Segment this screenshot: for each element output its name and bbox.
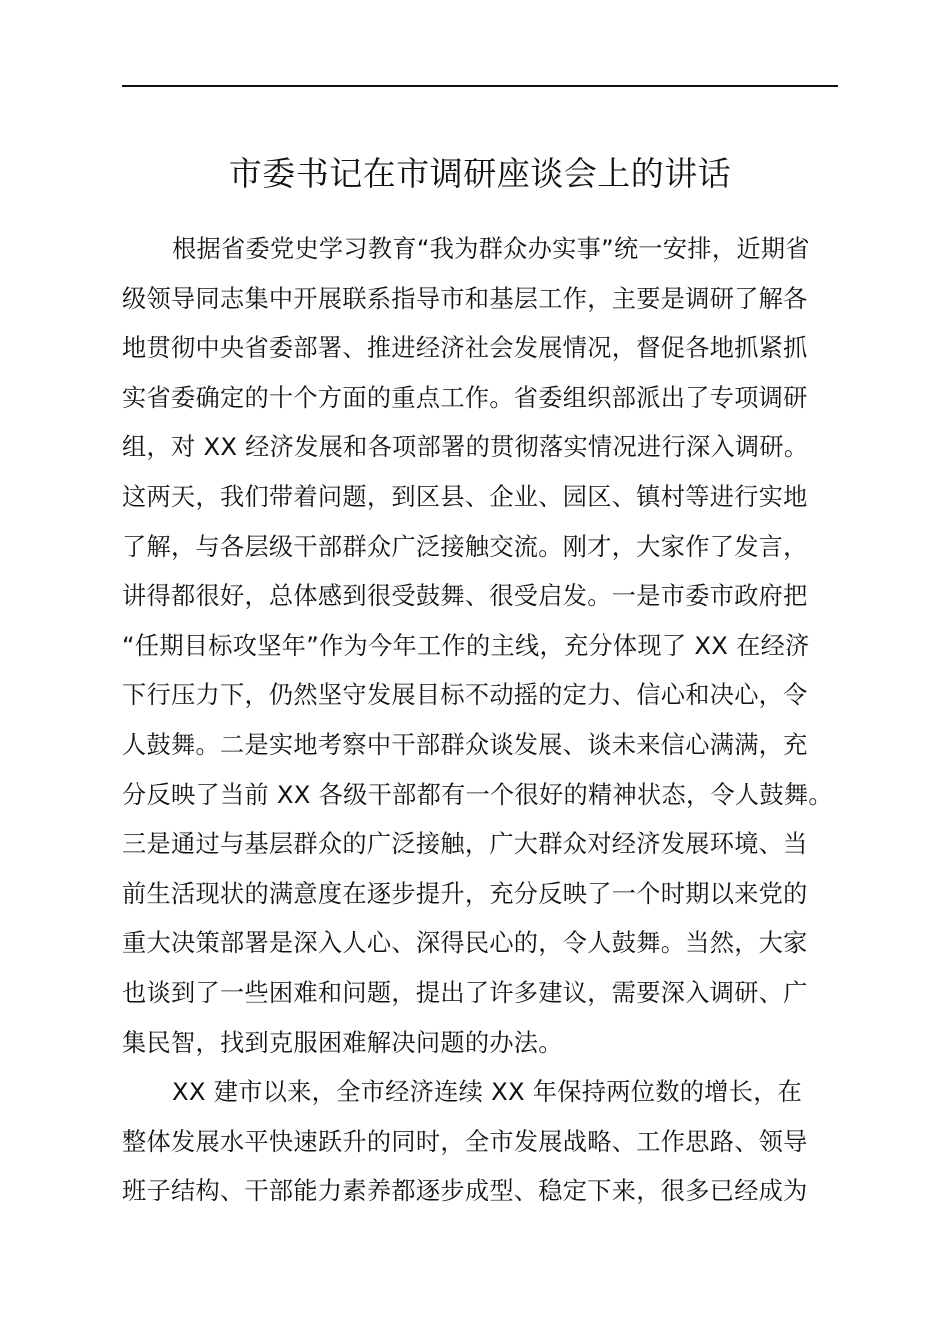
paragraph-line: 人鼓舞。二是实地考察中干部群众谈发展、谈未来信心满满，充 — [122, 730, 808, 759]
paragraph-line: 下行压力下，仍然坚守发展目标不动摇的定力、信心和决心，令 — [122, 681, 808, 710]
paragraph-line: 组，对 XX 经济发展和各项部署的贯彻落实情况进行深入调研。 — [122, 433, 809, 462]
paragraph-line: “任期目标攻坚年”作为今年工作的主线，充分体现了 XX 在经济 — [122, 631, 810, 660]
paragraph-line: 重大决策部署是深入人心、深得民心的，令人鼓舞。当然，大家 — [122, 929, 808, 958]
paragraph-2 — [122, 1068, 838, 1217]
page-title: 市委书记在市调研座谈会上的讲话 — [228, 154, 732, 193]
paragraph-line: 地贯彻中央省委部署、推进经济社会发展情况，督促各地抓紧抓 — [122, 334, 808, 363]
paragraph-line: 分反映了当前 XX 各级干部都有一个很好的精神状态，令人鼓舞。 — [122, 780, 833, 809]
paragraph-line: 也谈到了一些困难和问题，提出了许多建议，需要深入调研、广 — [122, 978, 808, 1007]
paragraph-line: 班子结构、干部能力素养都逐步成型、稳定下来，很多已经成为 — [122, 1177, 808, 1206]
paragraph-line: XX 建市以来，全市经济连续 XX 年保持两位数的增长，在 — [172, 1078, 803, 1107]
paragraph-1 — [122, 225, 838, 1068]
paragraph-line: 根据省委党史学习教育“我为群众办实事”统一安排，近期省 — [172, 235, 810, 263]
paragraph-line: 这两天，我们带着问题，到区县、企业、园区、镇村等进行实地 — [122, 482, 808, 511]
paragraph-line: 前生活现状的满意度在逐步提升，充分反映了一个时期以来党的 — [122, 879, 808, 908]
paragraph-line: 级领导同志集中开展联系指导市和基层工作，主要是调研了解各 — [122, 284, 808, 313]
paragraph-line: 讲得都很好，总体感到很受鼓舞、很受启发。一是市委市政府把 — [122, 582, 808, 611]
header-rule — [122, 85, 838, 87]
paragraph-line: 了解，与各层级干部群众广泛接触交流。刚才，大家作了发言， — [122, 532, 808, 561]
paragraph-line: 集民智，找到克服困难解决问题的办法。 — [122, 1028, 563, 1057]
paragraph-line: 整体发展水平快速跃升的同时，全市发展战略、工作思路、领导 — [122, 1127, 808, 1156]
paragraph-line: 实省委确定的十个方面的重点工作。省委组织部派出了专项调研 — [122, 383, 808, 412]
document-body — [122, 225, 838, 1217]
paragraph-line: 三是通过与基层群众的广泛接触，广大群众对经济发展环境、当 — [122, 830, 808, 859]
